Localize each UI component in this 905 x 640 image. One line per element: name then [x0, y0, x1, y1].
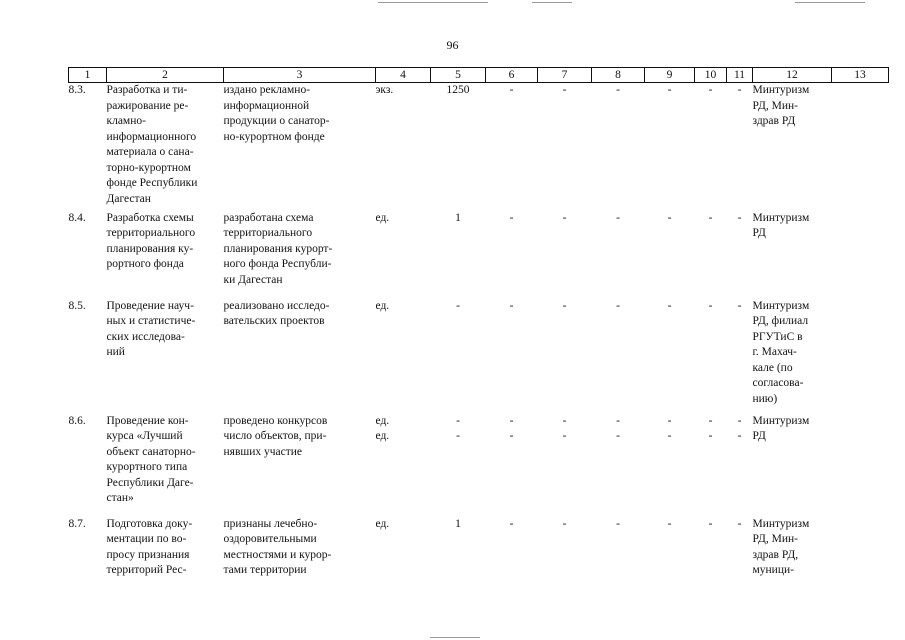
column-header-3: 3	[224, 68, 376, 83]
text-line: нявших участие	[223, 445, 303, 458]
text-line: издано рекламно-	[223, 84, 311, 96]
value-cell-col9	[645, 517, 695, 597]
text-line: -	[456, 299, 460, 312]
row-number	[69, 299, 107, 414]
text-line: кламно-	[106, 115, 146, 127]
result-cell	[224, 414, 376, 517]
text-line: информационной	[223, 99, 310, 112]
text-line: 1250	[446, 84, 470, 96]
row-number	[69, 211, 107, 299]
value-cell-col11	[727, 83, 753, 211]
text-line: планирования ку-	[106, 242, 194, 255]
value-cell-col10	[695, 517, 727, 597]
text-line: -	[737, 299, 742, 312]
text-line: муници-	[752, 564, 794, 576]
value-cell-col11	[727, 414, 753, 517]
text-line: 1	[455, 517, 461, 530]
text-line: -	[667, 84, 672, 96]
text-line: ед.	[375, 414, 390, 427]
activity-cell	[107, 299, 224, 414]
text-line: территориального	[223, 227, 313, 239]
value-cell-col7	[538, 83, 592, 211]
text-line: -	[616, 211, 620, 224]
value-cell-col7	[538, 211, 592, 299]
column-header-5: 5	[431, 68, 486, 83]
value-cell-col8	[592, 299, 645, 414]
text-line: ед.	[375, 211, 390, 224]
activity-cell	[107, 517, 224, 597]
text-line: согласова-	[752, 377, 804, 389]
text-line: -	[509, 414, 514, 427]
text-line: -	[616, 414, 620, 427]
text-line: Подготовка доку-	[106, 517, 193, 530]
empty-cell-col13	[832, 517, 889, 597]
table-header-row	[69, 68, 889, 83]
scan-artifact-line	[430, 637, 480, 638]
text-line: ного фонда Республи-	[223, 258, 332, 270]
unit-cell	[376, 211, 431, 299]
text-line: Разработка схемы	[106, 211, 194, 224]
text-line: Разработка и ти-	[106, 84, 188, 96]
empty-cell-col13	[832, 414, 889, 517]
text-line: ражирование ре-	[106, 99, 189, 112]
responsible-cell	[753, 83, 832, 211]
text-line: планирования курорт-	[223, 242, 333, 255]
text-line: здрав РД,	[752, 548, 799, 561]
result-cell	[224, 83, 376, 211]
text-line: -	[708, 84, 713, 96]
text-line: 8.4.	[68, 211, 86, 224]
empty-cell-col13	[832, 83, 889, 211]
text-line: стан»	[106, 492, 134, 504]
text-line: -	[667, 517, 672, 530]
text-line: -	[667, 299, 672, 312]
text-line: ед.	[375, 299, 390, 312]
unit-cell	[376, 299, 431, 414]
text-line: 8.7.	[68, 517, 86, 530]
text-line: Дагестан	[106, 192, 151, 205]
result-cell	[224, 211, 376, 299]
text-line: -	[708, 517, 713, 530]
value-cell	[431, 83, 486, 211]
text-line: курортного типа	[106, 461, 188, 473]
column-header-4: 4	[376, 68, 431, 83]
text-line: -	[509, 517, 514, 530]
column-header-6: 6	[486, 68, 538, 83]
row-number	[69, 83, 107, 211]
text-line: ед.	[375, 517, 390, 530]
text-line: ед.	[375, 430, 390, 442]
text-line: экз.	[375, 84, 394, 96]
value-cell-col10	[695, 414, 727, 517]
value-cell-col8	[592, 517, 645, 597]
responsible-cell	[753, 299, 832, 414]
text-line: фонде Республики	[106, 177, 198, 189]
text-line: просу признания	[106, 548, 190, 561]
document-table	[68, 67, 889, 597]
text-line: Минтуризм	[752, 211, 810, 224]
column-header-11: 11	[727, 68, 753, 83]
column-header-12: 12	[753, 68, 832, 83]
value-cell-col8	[592, 83, 645, 211]
value-cell	[431, 211, 486, 299]
column-header-10: 10	[695, 68, 727, 83]
text-line: курса «Лучший	[106, 430, 183, 442]
value-cell-col8	[592, 211, 645, 299]
text-line: Проведение кон-	[106, 414, 189, 427]
text-line: -	[737, 414, 742, 427]
text-line: признаны лечебно-	[223, 517, 318, 530]
text-line: территорий Рес-	[106, 564, 187, 576]
text-line: 8.5.	[68, 299, 86, 312]
responsible-cell	[753, 414, 832, 517]
text-line: -	[667, 430, 672, 442]
value-cell-col9	[645, 211, 695, 299]
value-cell-col9	[645, 414, 695, 517]
table-row	[69, 414, 889, 517]
text-line: Минтуризм	[752, 84, 810, 96]
text-line: -	[616, 430, 620, 442]
text-line: Республики Даге-	[106, 476, 194, 489]
activity-cell	[107, 414, 224, 517]
text-line: -	[708, 430, 713, 442]
text-line: информационного	[106, 130, 197, 143]
text-line: -	[456, 414, 460, 427]
value-cell-col10	[695, 211, 727, 299]
text-line: 8.6.	[68, 414, 86, 427]
text-line: местностями и курор-	[223, 548, 332, 561]
text-line: -	[562, 517, 567, 530]
row-number	[69, 414, 107, 517]
text-line: -	[737, 211, 742, 224]
column-header-7: 7	[538, 68, 592, 83]
text-line: -	[562, 430, 567, 442]
value-cell-col6	[486, 83, 538, 211]
value-cell-col11	[727, 299, 753, 414]
text-line: число объектов, при-	[223, 430, 327, 442]
text-line: -	[737, 84, 742, 96]
text-line: продукции о санатор-	[223, 115, 330, 127]
value-cell-col7	[538, 299, 592, 414]
text-line: торно-курортном	[106, 161, 191, 174]
text-line: -	[667, 414, 672, 427]
unit-cell	[376, 517, 431, 597]
empty-cell-col13	[832, 211, 889, 299]
value-cell	[431, 299, 486, 414]
value-cell	[431, 414, 486, 517]
activity-cell	[107, 83, 224, 211]
value-cell-col6	[486, 517, 538, 597]
text-line: РД	[752, 227, 766, 239]
value-cell-col10	[695, 83, 727, 211]
responsible-cell	[753, 517, 832, 597]
text-line: 8.3.	[68, 84, 86, 96]
column-header-9: 9	[645, 68, 695, 83]
unit-cell	[376, 414, 431, 517]
text-line: -	[562, 414, 567, 427]
text-line: ских исследова-	[106, 330, 185, 343]
text-line: вательских проектов	[223, 315, 325, 327]
column-header-8: 8	[592, 68, 645, 83]
value-cell-col9	[645, 299, 695, 414]
value-cell-col6	[486, 299, 538, 414]
column-header-13: 13	[832, 68, 889, 83]
text-line: объект санаторно-	[106, 445, 196, 458]
text-line: 1	[455, 211, 461, 224]
text-line: РД, филиал	[752, 315, 809, 327]
text-line: -	[509, 84, 514, 96]
text-line: но-курортном фонде	[223, 130, 325, 143]
text-line: -	[509, 430, 514, 442]
text-line: -	[562, 211, 567, 224]
text-line: здрав РД	[752, 115, 796, 127]
activity-cell	[107, 211, 224, 299]
text-line: разработана схема	[223, 211, 314, 224]
text-line: материала о сана-	[106, 146, 194, 158]
text-line: -	[562, 84, 567, 96]
text-line: рортного фонда	[106, 258, 184, 270]
empty-cell-col13	[832, 299, 889, 414]
text-line: РД, Мин-	[752, 533, 798, 545]
text-line: -	[667, 211, 672, 224]
text-line: реализовано исследо-	[223, 299, 330, 312]
text-line: территориального	[106, 227, 196, 239]
text-line: Минтуризм	[752, 517, 810, 530]
scan-artifact-line	[378, 2, 488, 3]
scan-artifact-line	[532, 2, 572, 3]
text-line: ментации по во-	[106, 533, 187, 545]
text-line: г. Махач-	[752, 346, 797, 358]
text-line: Минтуризм	[752, 299, 810, 312]
text-line: кале (по	[752, 361, 793, 374]
value-cell-col9	[645, 83, 695, 211]
text-line: -	[509, 299, 514, 312]
text-line: -	[708, 211, 713, 224]
value-cell-col6	[486, 414, 538, 517]
text-line: РГУТиС в	[752, 330, 803, 343]
responsible-cell	[753, 211, 832, 299]
table-row	[69, 299, 889, 414]
text-line: -	[616, 299, 620, 312]
value-cell-col7	[538, 414, 592, 517]
value-cell-col7	[538, 517, 592, 597]
text-line: оздоровительными	[223, 533, 317, 545]
value-cell	[431, 517, 486, 597]
table-row	[69, 211, 889, 299]
text-line: -	[708, 299, 713, 312]
text-line: -	[562, 299, 567, 312]
text-line: проведено конкурсов	[223, 414, 328, 427]
text-line: РД	[752, 430, 766, 442]
text-line: тами территории	[223, 564, 307, 576]
text-line: -	[456, 430, 460, 442]
value-cell-col10	[695, 299, 727, 414]
table-row	[69, 517, 889, 597]
unit-cell	[376, 83, 431, 211]
scan-artifact-line	[795, 2, 865, 3]
table-row	[69, 83, 889, 211]
value-cell-col8	[592, 414, 645, 517]
row-number	[69, 517, 107, 597]
text-line: -	[737, 430, 742, 442]
text-line: ний	[106, 346, 125, 358]
text-line: -	[616, 517, 620, 530]
text-line: ных и статистиче-	[106, 315, 196, 327]
text-line: -	[708, 414, 713, 427]
text-line: РД, Мин-	[752, 99, 798, 112]
text-line: -	[616, 84, 620, 96]
text-line: Минтуризм	[752, 414, 810, 427]
text-line: -	[509, 211, 514, 224]
column-header-2: 2	[107, 68, 224, 83]
text-line: Проведение науч-	[106, 299, 194, 312]
result-cell	[224, 299, 376, 414]
value-cell-col11	[727, 517, 753, 597]
page-number: 96	[446, 38, 459, 52]
result-cell	[224, 517, 376, 597]
value-cell-col11	[727, 211, 753, 299]
value-cell-col6	[486, 211, 538, 299]
text-line: ки Дагестан	[223, 273, 283, 286]
text-line: нию)	[752, 392, 778, 405]
column-header-1: 1	[69, 68, 107, 83]
text-line: -	[737, 517, 742, 530]
